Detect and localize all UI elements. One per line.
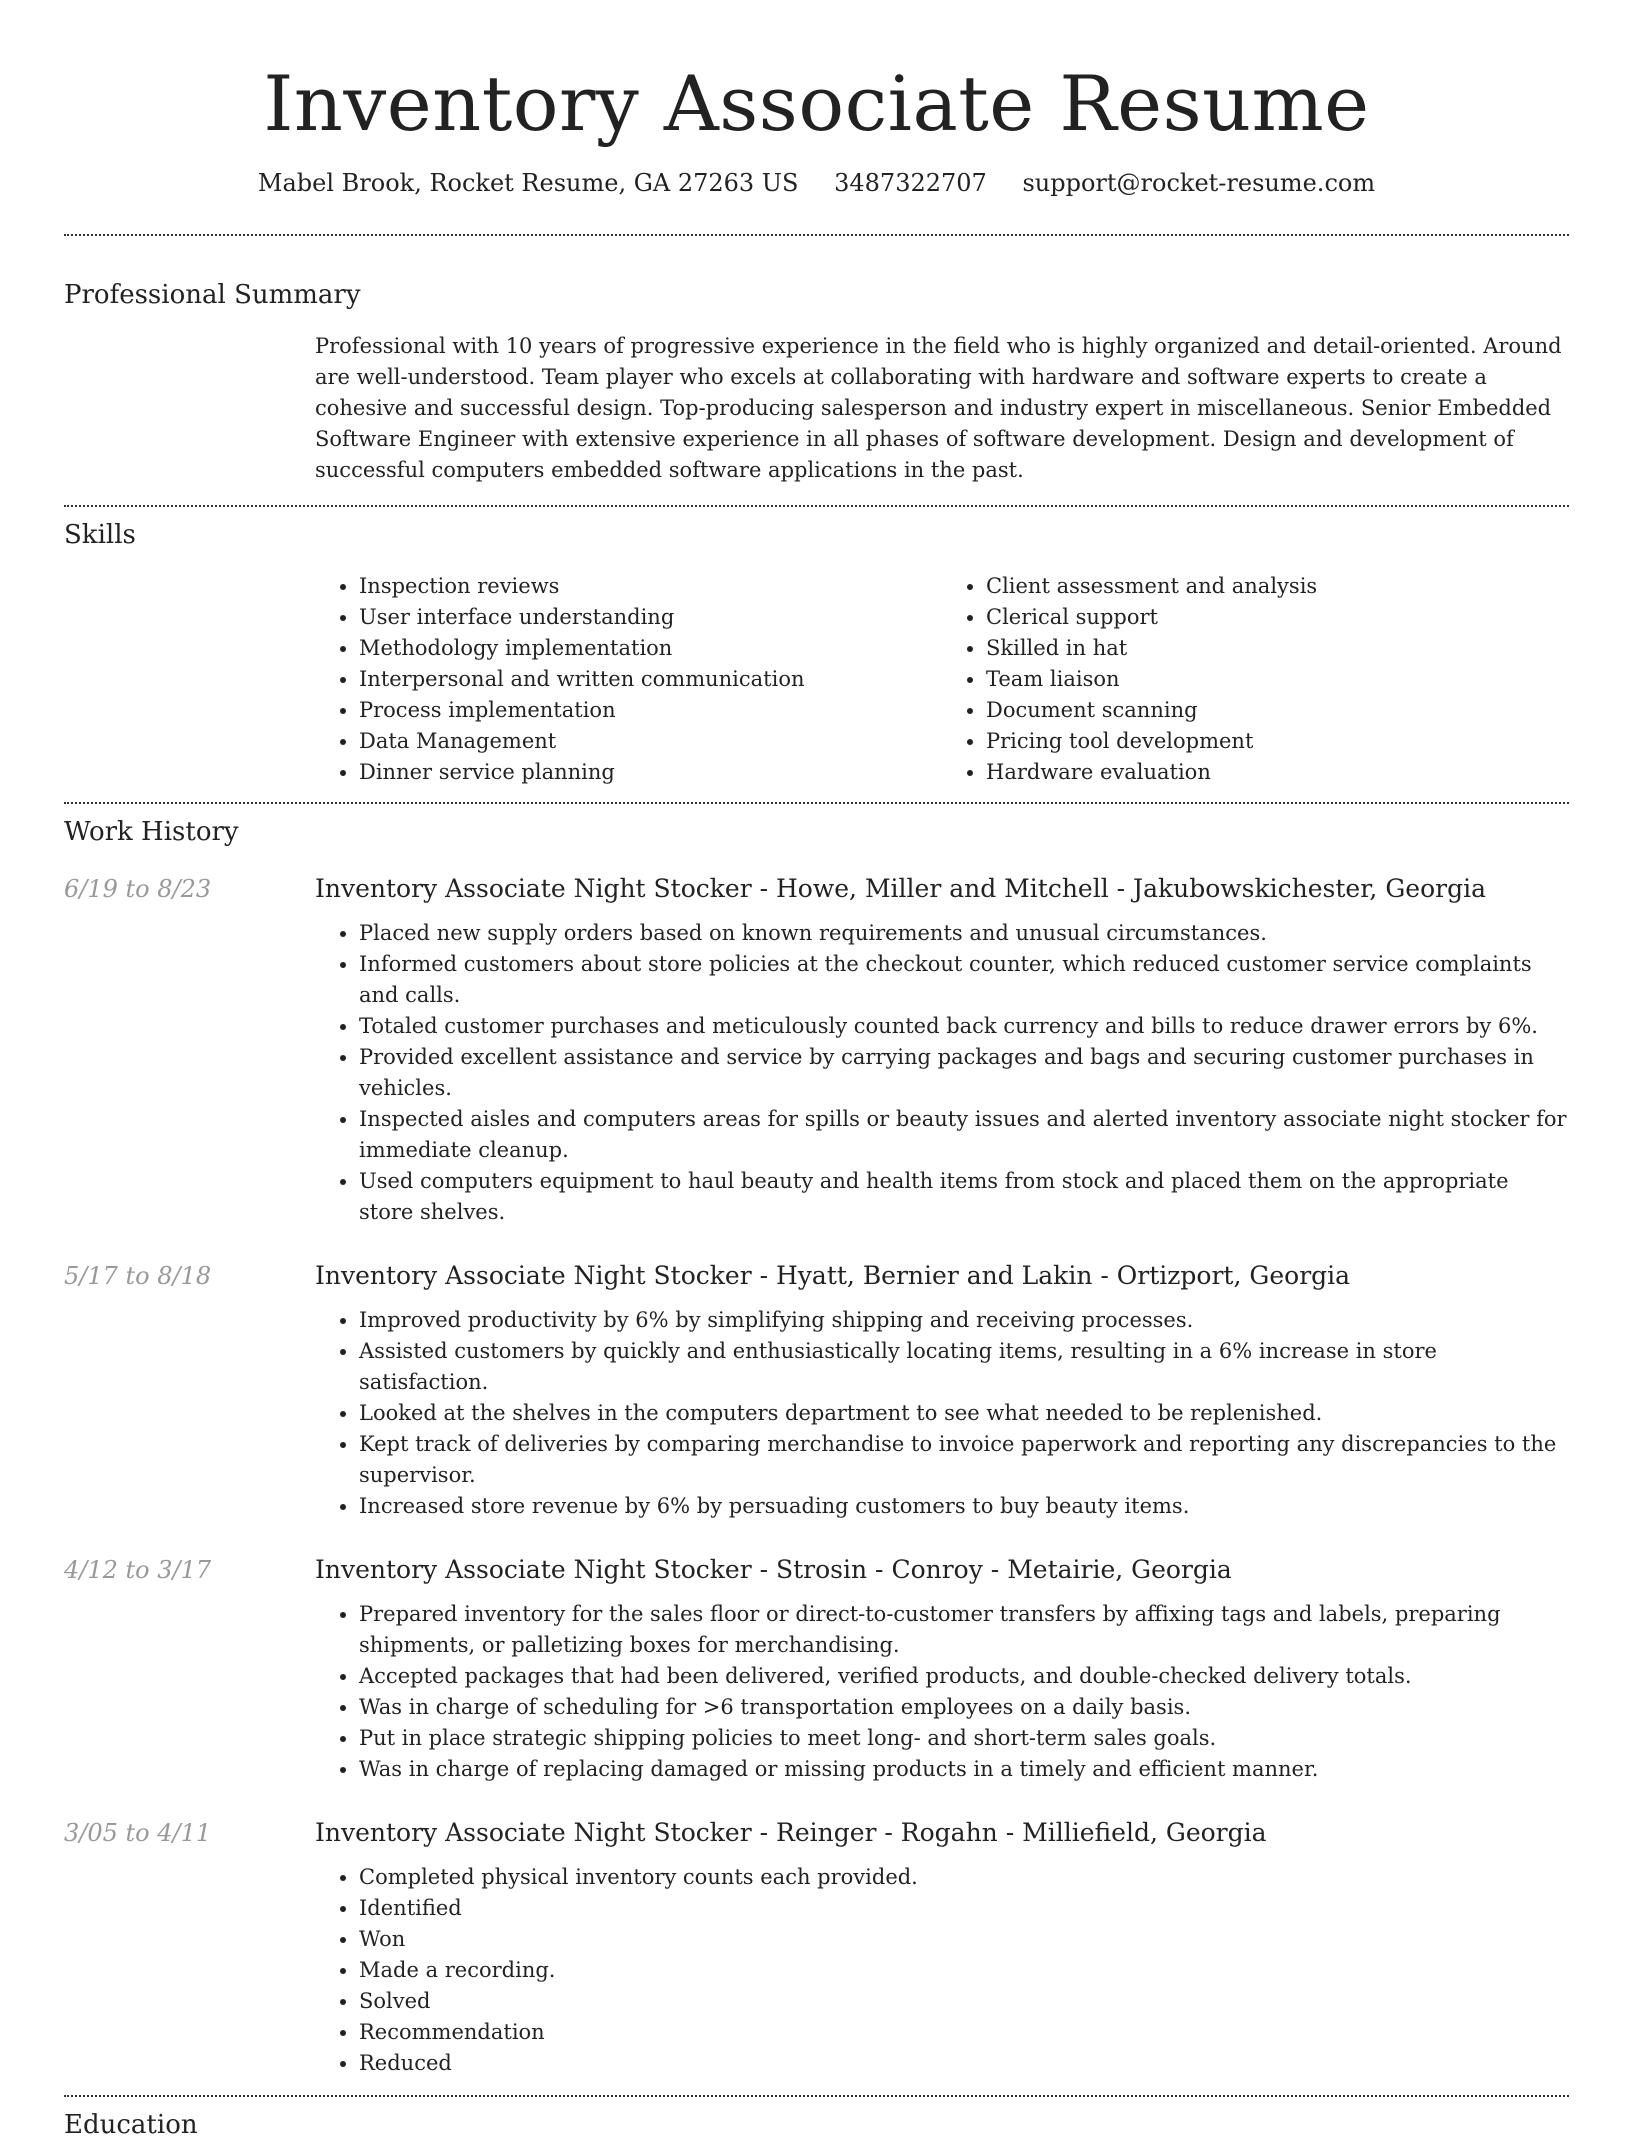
job-bullet: • Looked at the shelves in the computers department to see what needed to be replenished. [359, 1398, 1569, 1429]
section-divider [64, 2095, 1569, 2097]
job-bullet: • Completed physical inventory counts each provided. [359, 1862, 1569, 1893]
job-bullet: • Used computers equipment to haul beauty and health items from stock and placed them on the appropriate store shelves. [359, 1166, 1569, 1228]
job-bullet: • Provided excellent assistance and service by carrying packages and bags and securing customer purchases in vehicles. [359, 1042, 1569, 1104]
job-dates: 3/05 to 4/11 [64, 1819, 212, 1847]
summary-text: Professional with 10 years of progressive experience in the field who is highly organized and detail-oriented. Around are well-understood. Team player who excels at collaborating with hardware and software experts to create a cohesive and successful design. Top-producing salesperson and industry expert in miscellaneous. Senior Embedded Software Engineer with extensive experience in all phases of software development. Design and development of successful computers embedded software applications in the past. [315, 334, 1562, 482]
job-title: Inventory Associate Night Stocker - Howe, Miller and Mitchell - Jakubowskichester, Georgia [315, 874, 1486, 903]
resume-title: Inventory Associate Resume [263, 59, 1370, 148]
job-bullet: • Identified [359, 1893, 1569, 1924]
job-entry [64, 1816, 1569, 2079]
skills-heading: Skills [64, 520, 136, 550]
job-bullet: • Reduced [359, 2048, 1569, 2079]
job-bullet: • Informed customers about store policies at the checkout counter, which reduced customer service complaints and calls. [359, 949, 1569, 1011]
contact-phone: 3487322707 [834, 169, 987, 197]
summary-heading: Professional Summary [64, 280, 361, 310]
job-bullet: • Placed new supply orders based on known requirements and unusual circumstances. [359, 918, 1569, 949]
job-entry [64, 1553, 1569, 1785]
skill-item: • Client assessment and analysis [986, 571, 1569, 602]
job-bullet: • Prepared inventory for the sales floor or direct-to-customer transfers by affixing tags and labels, preparing shipments, or palletizing boxes for merchandising. [359, 1599, 1569, 1661]
job-bullet: • Made a recording. [359, 1955, 1569, 1986]
skill-item: • Team liaison [986, 664, 1569, 695]
skill-item: • Inspection reviews [359, 571, 942, 602]
section-divider [64, 234, 1569, 236]
contact-address: Mabel Brook, Rocket Resume, GA 27263 US [257, 169, 799, 197]
job-bullet: • Assisted customers by quickly and enthusiastically locating items, resulting in a 6% increase in store satisfaction. [359, 1336, 1569, 1398]
job-bullet: • Won [359, 1924, 1569, 1955]
job-bullet: • Recommendation [359, 2017, 1569, 2048]
skill-item: • User interface understanding [359, 602, 942, 633]
skill-item: • Interpersonal and written communication [359, 664, 942, 695]
job-bullet: • Was in charge of replacing damaged or missing products in a timely and efficient manner. [359, 1754, 1569, 1785]
job-bullet: • Put in place strategic shipping policies to meet long- and short-term sales goals. [359, 1723, 1569, 1754]
job-bullet: • Kept track of deliveries by comparing merchandise to invoice paperwork and reporting any discrepancies to the supervisor. [359, 1429, 1569, 1491]
skill-item: • Dinner service planning [359, 757, 942, 788]
skill-item: • Skilled in hat [986, 633, 1569, 664]
job-dates: 4/12 to 3/17 [64, 1556, 212, 1584]
section-divider [64, 802, 1569, 804]
skill-item: • Methodology implementation [359, 633, 942, 664]
job-bullet: • Was in charge of scheduling for >6 transportation employees on a daily basis. [359, 1692, 1569, 1723]
job-entry [64, 872, 1569, 1228]
job-title: Inventory Associate Night Stocker - Hyatt, Bernier and Lakin - Ortizport, Georgia [315, 1261, 1351, 1290]
job-bullets [315, 918, 1569, 1228]
education-heading: Education [64, 2110, 198, 2140]
skill-item: • Data Management [359, 726, 942, 757]
job-bullet: • Increased store revenue by 6% by persuading customers to buy beauty items. [359, 1491, 1569, 1522]
job-bullets [315, 1599, 1569, 1785]
contact-email: support@rocket-resume.com [1022, 169, 1376, 197]
skill-item: • Pricing tool development [986, 726, 1569, 757]
job-bullet: • Inspected aisles and computers areas for spills or beauty issues and alerted inventory associate night stocker for immediate cleanup. [359, 1104, 1569, 1166]
skill-item: • Hardware evaluation [986, 757, 1569, 788]
section-divider [64, 505, 1569, 507]
skill-item: • Process implementation [359, 695, 942, 726]
skill-item: • Document scanning [986, 695, 1569, 726]
job-bullet: • Totaled customer purchases and meticulously counted back currency and bills to reduce drawer errors by 6%. [359, 1011, 1569, 1042]
job-bullet: • Solved [359, 1986, 1569, 2017]
skills-list-left [315, 571, 942, 788]
job-bullets [315, 1862, 1569, 2079]
work-heading: Work History [64, 817, 239, 847]
job-title: Inventory Associate Night Stocker - Strosin - Conroy - Metairie, Georgia [315, 1555, 1232, 1584]
job-bullets [315, 1305, 1569, 1522]
skills-list-right [942, 571, 1569, 788]
contact-line [64, 166, 1569, 200]
job-dates: 5/17 to 8/18 [64, 1262, 212, 1290]
job-bullet: • Improved productivity by 6% by simplifying shipping and receiving processes. [359, 1305, 1569, 1336]
resume-page [64, 0, 1569, 2142]
job-entry [64, 1259, 1569, 1522]
skill-item: • Clerical support [986, 602, 1569, 633]
skills-columns [315, 571, 1569, 788]
job-bullet: • Accepted packages that had been delivered, verified products, and double-checked delivery totals. [359, 1661, 1569, 1692]
job-title: Inventory Associate Night Stocker - Reinger - Rogahn - Milliefield, Georgia [315, 1818, 1267, 1847]
job-dates: 6/19 to 8/23 [64, 875, 212, 903]
